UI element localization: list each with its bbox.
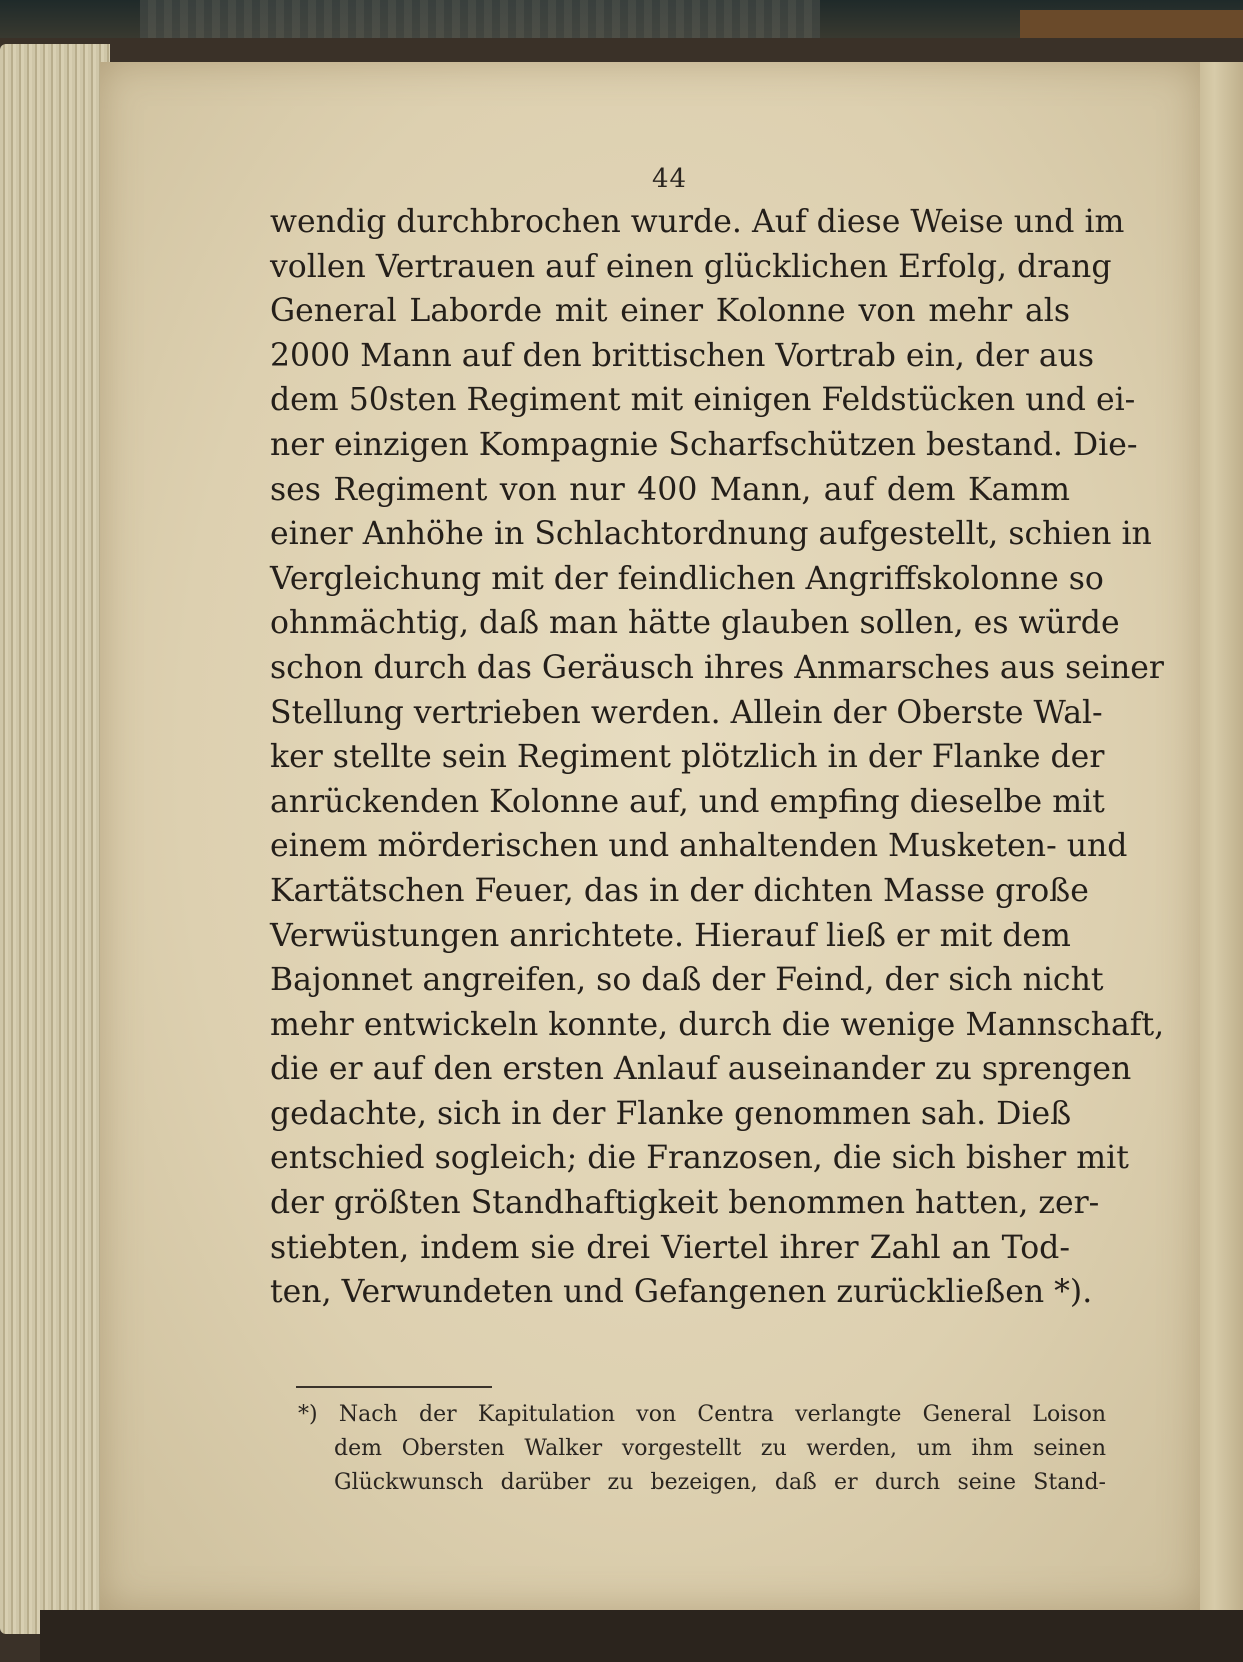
body-line: mehr entwickeln konnte, durch die wenige Mannschaft, bbox=[270, 1006, 1165, 1043]
body-line: gedachte, sich in der Flanke genommen sah. Dieß bbox=[270, 1095, 1072, 1132]
body-line: Verwüstungen anrichtete. Hierauf ließ er mit dem bbox=[270, 917, 1071, 954]
body-line: dem 50sten Regiment mit einigen Feldstücken und ei- bbox=[270, 382, 1136, 419]
body-line: entschied sogleich; die Franzosen, die sich bisher mit bbox=[270, 1140, 1129, 1177]
footnote-line: dem Obersten Walker vorgestellt zu werden, um ihm seinen bbox=[334, 1436, 1106, 1461]
body-line: Vergleichung mit der feindlichen Angriffskolonne so bbox=[270, 560, 1104, 597]
body-line: schon durch das Geräusch ihres Anmarsches aus seiner bbox=[270, 649, 1164, 686]
body-line: die er auf den ersten Anlauf auseinander zu sprengen bbox=[270, 1051, 1132, 1088]
body-line: wendig durchbrochen wurde. Auf diese Weise und im bbox=[270, 204, 1125, 240]
body-line: vollen Vertrauen auf einen glücklichen Erfolg, drang bbox=[270, 248, 1112, 285]
body-line: Kartätschen Feuer, das in der dichten Masse große bbox=[270, 872, 1089, 909]
footnote-rule bbox=[296, 1386, 492, 1388]
body-line: General Laborde mit einer Kolonne von mehr als bbox=[270, 293, 1070, 330]
body-line: ses Regiment von nur 400 Mann, auf dem Kamm bbox=[270, 471, 1070, 508]
background-bottom bbox=[40, 1610, 1243, 1662]
body-line: einer Anhöhe in Schlachtordnung aufgestellt, schien in bbox=[270, 516, 1152, 553]
body-line: anrückenden Kolonne auf, und empfing dieselbe mit bbox=[270, 783, 1105, 820]
body-line: einem mörderischen und anhaltenden Musketen- und bbox=[270, 828, 1128, 865]
stacked-page-edges bbox=[0, 44, 110, 1634]
body-line: Bajonnet angreifen, so daß der Feind, der sich nicht bbox=[270, 962, 1104, 999]
footnote-line: *) Nach der Kapitulation von Centra verlangte General Loison bbox=[298, 1402, 1106, 1427]
body-line: 2000 Mann auf den brittischen Vortrab ein, der aus bbox=[270, 337, 1095, 374]
body-line: stiebten, indem sie drei Viertel ihrer Zahl an Tod- bbox=[270, 1229, 1070, 1266]
body-line: ner einzigen Kompagnie Scharfschützen bestand. Die- bbox=[270, 426, 1138, 463]
footnote-line: Glückwunsch darüber zu bezeigen, daß er durch seine Stand- bbox=[334, 1470, 1106, 1495]
footnote bbox=[298, 1398, 1106, 1500]
body-line: ker stellte sein Regiment plötzlich in der Flanke der bbox=[270, 739, 1105, 776]
body-line: ten, Verwundeten und Gefangenen zurückließen *). bbox=[270, 1274, 1093, 1311]
body-line: der größten Standhaftigkeit benommen hatten, zer- bbox=[270, 1185, 1100, 1222]
body-text bbox=[270, 200, 1165, 1315]
facing-page-edge bbox=[1195, 62, 1243, 1610]
body-line: ohnmächtig, daß man hätte glauben sollen, es würde bbox=[270, 605, 1120, 642]
page-number: 44 bbox=[652, 164, 688, 194]
body-line: Stellung vertrieben werden. Allein der Oberste Wal- bbox=[270, 694, 1103, 731]
